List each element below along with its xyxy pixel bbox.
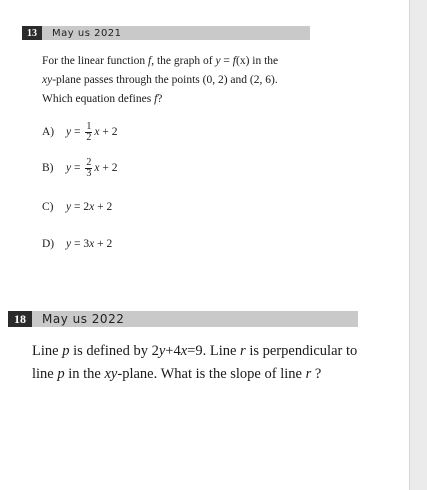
choice-a-equation: y = $\frac{1}{2}$ x + 2 xyxy=(66,120,118,143)
choice-c-letter: C) xyxy=(42,201,54,213)
side-panel-strip xyxy=(409,0,427,490)
question-18-number: 18 xyxy=(8,311,32,327)
question-13-source: May us 2021 xyxy=(52,27,122,39)
choice-b-fraction: $\frac{2}{3}$ xyxy=(86,156,92,179)
choice-b-equation: y = $\frac{2}{3}$ x + 2 xyxy=(66,156,118,179)
choice-b-letter: B) xyxy=(42,162,54,174)
choice-b[interactable] xyxy=(42,156,117,180)
question-13-text: For the linear function f, the graph of y = f(x) in the xy-plane passes through the points (0, 2) and (2, 6). Which equation defines f? xyxy=(42,55,279,105)
choice-d-letter: D) xyxy=(42,238,55,250)
choice-d-equation: y = 3 x + 2 xyxy=(66,238,113,250)
question-13-number: 13 xyxy=(22,26,42,40)
question-18-header xyxy=(8,311,358,327)
question-13-header xyxy=(22,26,310,40)
choice-a[interactable] xyxy=(42,120,117,144)
choice-d[interactable] xyxy=(42,232,112,256)
choice-a-letter: A) xyxy=(42,126,55,138)
question-18-text: Line p is defined by 2y+4x=9. Line r is perpendicular to line p in the xy-plane. What is the slope of line r ? xyxy=(32,343,358,382)
question-18-source: May us 2022 xyxy=(42,312,125,326)
choice-c[interactable] xyxy=(42,195,112,219)
choice-c-equation: y = 2 x + 2 xyxy=(66,201,113,213)
choice-a-fraction: $\frac{1}{2}$ xyxy=(86,120,92,143)
